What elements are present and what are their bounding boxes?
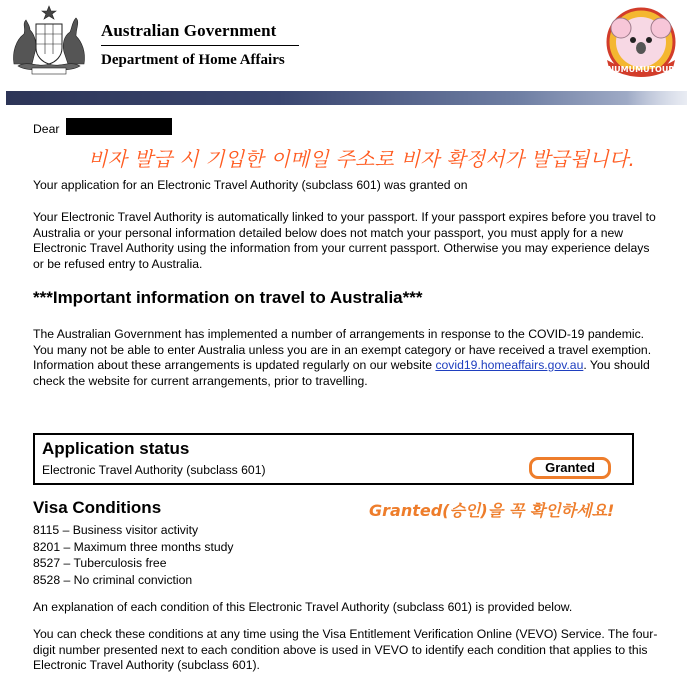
- header-divider: [101, 45, 299, 46]
- annotation-granted-note: Granted(승인)을 꼭 확인하세요!: [369, 501, 615, 520]
- covid-paragraph-end: . You should check the website for current arrangements, prior to travelling.: [33, 358, 650, 388]
- government-name: Australian Government: [101, 21, 277, 40]
- badge-text: NUMUMUTOUR: [607, 65, 675, 74]
- condition-item: 8115 – Business visitor activity: [33, 523, 199, 537]
- granted-statement: Your application for an Electronic Travel Authority (subclass 601) was granted on: [33, 178, 468, 192]
- redacted-name: [66, 118, 172, 135]
- covid-paragraph-text: The Australian Government has implemented a number of arrangements in response to the COVID-19 pandemic. You many not be able to enter Australia unless you are in an exempt category or have received a travel exemption. Information about these arrangements is updated regularly on our website: [33, 327, 652, 373]
- covid-paragraph: [33, 327, 663, 389]
- condition-item: 8201 – Maximum three months study: [33, 539, 234, 554]
- covid-website-link[interactable]: covid19.homeaffairs.gov.au: [435, 358, 584, 373]
- important-heading: ***Important information on travel to Australia***: [33, 288, 423, 307]
- koala-mascot-badge-icon: [599, 6, 683, 82]
- header-banner: [6, 91, 687, 105]
- conditions-list: [33, 522, 234, 588]
- passport-paragraph: Your Electronic Travel Authority is automatically linked to your passport. If your passport expires before you travel to Australia or your personal information detailed below does not match your passport, you must apply for a new Electronic Travel Authority using the information from your current passport. Otherwise you may experience delays or be refused entry to Australia.: [33, 210, 656, 271]
- letter-header: [0, 0, 692, 90]
- coat-of-arms-icon: [6, 4, 92, 76]
- visa-conditions-heading: Visa Conditions: [33, 498, 162, 517]
- salutation: Dear: [33, 122, 60, 136]
- conditions-explanation: An explanation of each condition of this Electronic Travel Authority (subclass 601) is provided below.: [33, 600, 573, 614]
- status-visa-type: Electronic Travel Authority (subclass 601): [42, 463, 266, 477]
- status-title: Application status: [42, 439, 190, 458]
- condition-item: 8527 – Tuberculosis free: [33, 556, 167, 571]
- application-status-box: [33, 433, 634, 485]
- annotation-email-note: 비자 발급 시 기입한 이메일 주소로 비자 확정서가 발급됩니다.: [88, 147, 636, 171]
- status-badge: Granted: [529, 457, 611, 479]
- condition-item: 8528 – No criminal conviction: [33, 572, 193, 587]
- department-name: Department of Home Affairs: [101, 52, 285, 68]
- vevo-paragraph: You can check these conditions at any time using the Visa Entitlement Verification Online (VEVO) Service. The four-digit number presented next to each condition above is used in VEVO to identify each condition that applies to this Electronic Travel Authority (subclass 601).: [33, 627, 658, 673]
